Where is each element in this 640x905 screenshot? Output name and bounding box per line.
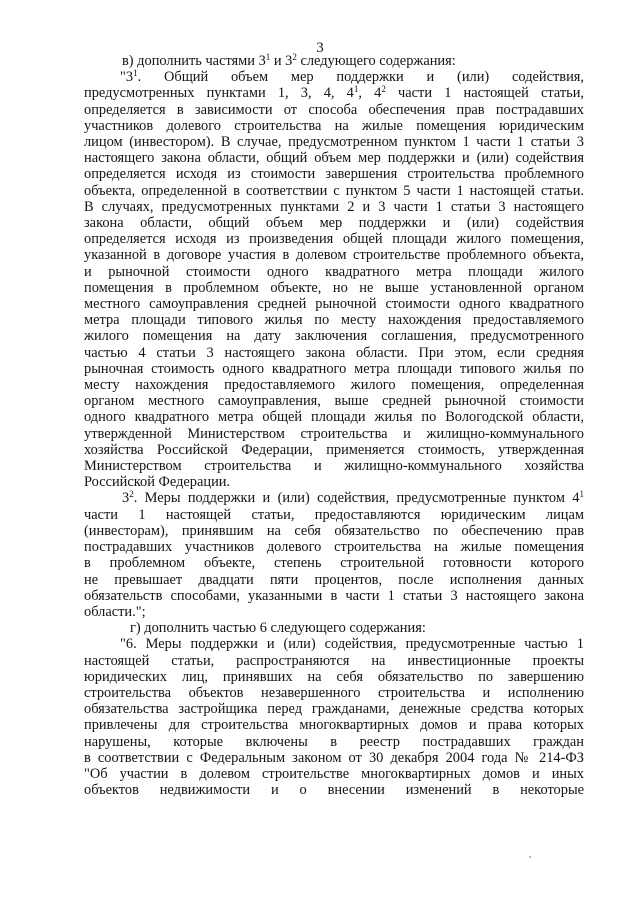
part-6-line: в соответствии с Федеральным законом от 30 декабря 2004 года № 214-ФЗ — [84, 749, 584, 766]
part-3-1-line: местного самоуправления средней рыночной стоимости одного квадратного — [84, 296, 584, 313]
part-3-1-line: определяется исходя из произведения общей площади жилого помещения, — [84, 231, 584, 248]
part-6-line: "6. Меры поддержки и (или) содействия, предусмотренные частью 1 — [120, 636, 584, 653]
part-3-1-line: указанной в договоре участия в долевом строительстве проблемного объекта, — [84, 247, 584, 264]
part-3-1-line: хозяйства Российской Федерации, применяется стоимость, утвержденная — [84, 441, 584, 458]
part-3-1-line: предусмотренных пунктами 1, 3, 4, $4^1$, $4^2$ части 1 настоящей статьи, — [84, 84, 585, 102]
part-3-1-line: определяется в зависимости от способа обеспечения прав пострадавших — [84, 101, 584, 118]
part-6-line: юридических лиц, принявших на себя обязательство по завершению — [84, 668, 584, 685]
part-6-line: нарушены, которые включены в реестр пострадавших граждан — [84, 733, 584, 750]
part-3-1-line: месту нахождения предоставляемого жилого помещения, определенная — [84, 377, 584, 394]
part-3-2-line: пострадавших участников долевого строительства на жилые помещения — [84, 539, 584, 556]
part-3-1-line: Российской Федерации. — [84, 474, 231, 491]
part-6-line: строительства объектов незавершенного строительства и исполнению — [84, 684, 584, 701]
part-3-1-line: "$3^1$. Общий объем мер поддержки и (или) содействия, — [120, 68, 584, 86]
page-number: 3 — [316, 40, 324, 56]
part-3-1-line: рыночная стоимость одного квадратного метра площади типового жилья по — [84, 360, 584, 377]
part-3-2-line: не превышает двадцати пяти процентов, после исполнения данных — [84, 571, 584, 588]
part-3-1-line: настоящего закона области, общий объем мер поддержки и (или) содействия — [84, 150, 584, 167]
part-3-2-line: (инвесторам), принявшим на себя обязательство по обеспечению прав — [84, 522, 584, 539]
part-3-2-line: $3^2$. Меры поддержки и (или) содействия, предусмотренные пунктом $4^1$ — [122, 489, 584, 507]
part-6-line: объектов недвижимости и о внесении изменений в некоторые — [84, 782, 584, 799]
document-body — [84, 53, 584, 798]
part-3-1-line: метра площади типового жилья по месту нахождения предоставляемого — [84, 312, 584, 329]
part-3-1-line: жилого помещения на дату заключения соглашения, предусмотренного — [84, 328, 584, 345]
part-3-1-line: определяется исходя из стоимости завершения строительства проблемного — [84, 166, 584, 183]
part-3-1-line: органом местного самоуправления, выше средней рыночной стоимости — [84, 393, 584, 410]
paragraph-v: в) дополнить частями $3^1$ и $3^2$ следующего содержания: — [122, 52, 456, 69]
part-3-2-line: части 1 настоящей статьи, предоставляются юридическим лицам — [84, 506, 584, 523]
scan-speck — [529, 856, 531, 858]
part-3-1-line: одного квадратного метра общей площади жилья по Вологодской области, — [84, 409, 584, 426]
part-6-line: "Об участии в долевом строительстве многоквартирных домов и иных — [84, 765, 584, 782]
part-6-line: настоящей статьи, распространяются на инвестиционные проекты — [84, 652, 584, 669]
part-3-1-line: Министерством строительства и жилищно-коммунального хозяйства — [84, 458, 584, 475]
part-3-1-line: лицом (инвестором). В случае, предусмотренном пунктом 1 части 1 статьи 3 — [84, 134, 584, 151]
part-3-1-line: В случаях, предусмотренных пунктами 2 и 3 части 1 статьи 3 настоящего — [84, 198, 584, 215]
part-3-2-line: в проблемном объекте, степень строительной готовности которого — [84, 555, 584, 572]
part-6-line: привлечены для строительства многоквартирных домов и права которых — [84, 717, 584, 734]
part-3-1-line: закона области, общий объем мер поддержки и (или) содействия — [84, 215, 584, 232]
part-6-line: обязательства застройщика перед гражданами, денежные средства которых — [84, 701, 584, 718]
part-3-2-line: обязательств способами, указанными в части 1 статьи 3 настоящего закона — [84, 587, 584, 604]
part-3-1-line: помещения в проблемном объекте, но не выше установленной органом — [84, 279, 584, 296]
part-3-1-line: частью 4 статьи 3 настоящего закона области. При этом, если средняя — [84, 344, 584, 361]
part-3-1-line: утвержденной Министерством строительства и жилищно-коммунального — [84, 425, 584, 442]
part-3-1-line: и рыночной стоимости одного квадратного метра площади жилого — [84, 263, 584, 280]
part-3-2-line: области."; — [84, 603, 146, 620]
paragraph-g: г) дополнить частью 6 следующего содержания: — [130, 620, 426, 637]
part-3-1-line: участников долевого строительства на жилые помещения юридическим — [84, 117, 584, 134]
part-3-1-line: объекта, определенной в соответствии с пунктом 5 части 1 настоящей статьи. — [84, 182, 584, 199]
